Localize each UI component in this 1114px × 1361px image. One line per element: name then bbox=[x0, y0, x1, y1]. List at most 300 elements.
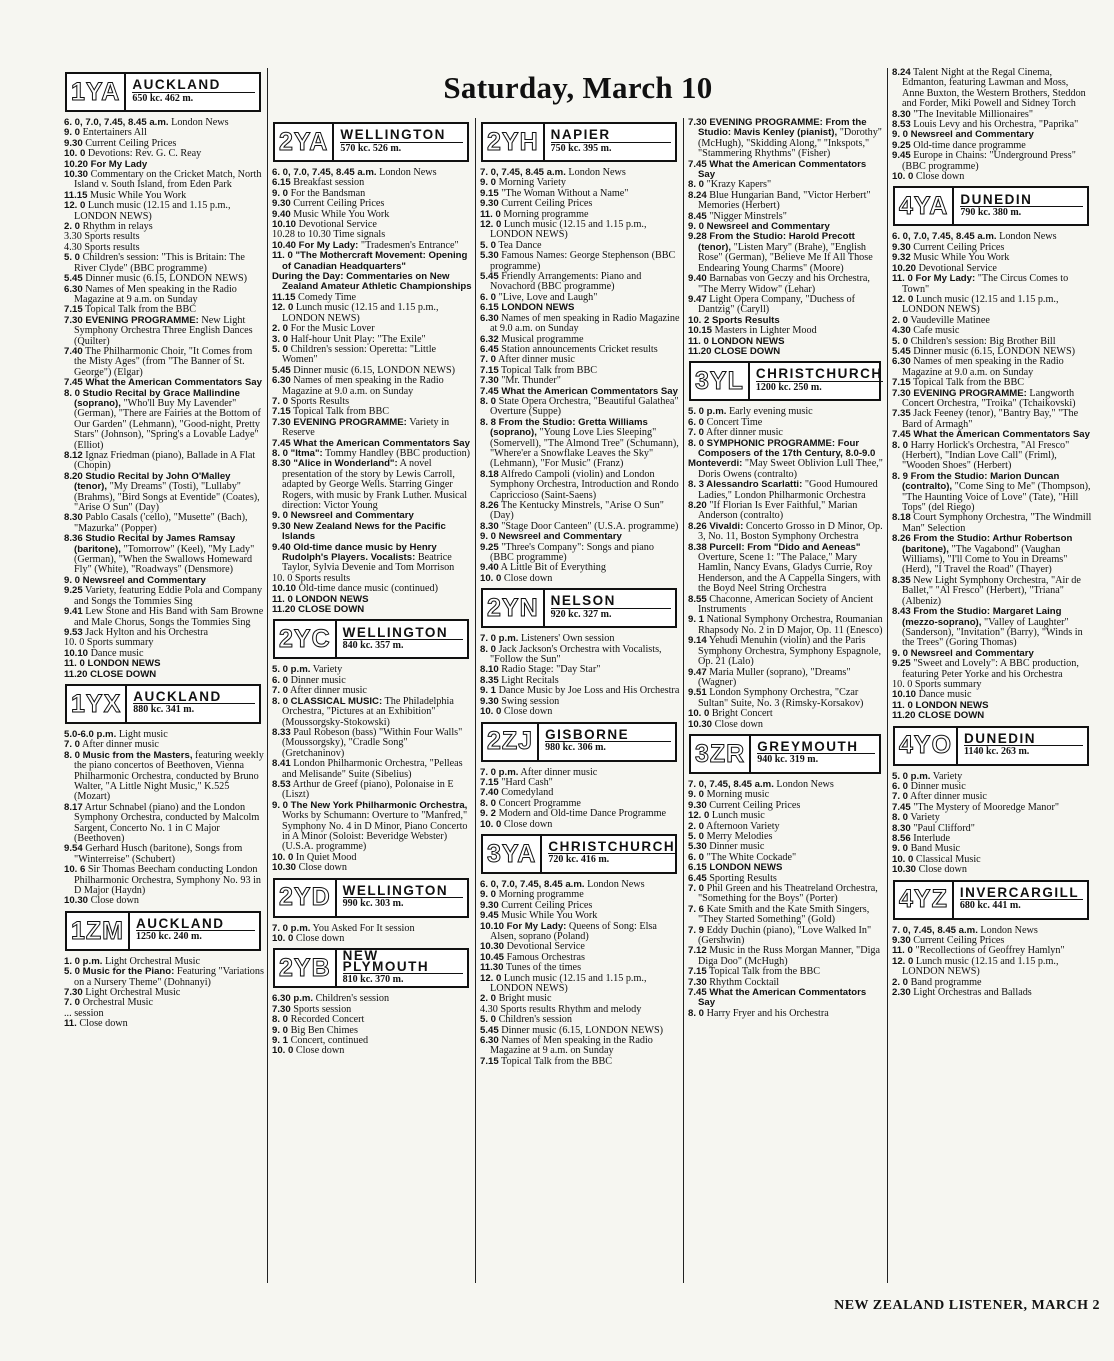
programme-text: Light Recitals bbox=[498, 674, 559, 686]
programme-text: "Come Sing to Me" (Thompson), "The Haunting Voice of Love" (Tate), "Hill Tops" (del Riego) bbox=[902, 481, 1091, 514]
programme-text: After dinner music bbox=[908, 791, 987, 803]
programme-text: Children's session: "This is Britain: The River Clyde" (BBC programme) bbox=[74, 252, 245, 274]
programme-entry bbox=[688, 232, 884, 274]
programme-entry bbox=[64, 844, 264, 865]
programme-time: 8. 0 bbox=[480, 395, 497, 407]
programme-time: 7.40 bbox=[480, 787, 499, 799]
programme-time: 10.30 bbox=[892, 864, 917, 876]
programme-time: 4.30 bbox=[892, 325, 911, 337]
programme-text: Jack Feeney (tenor), "Bantry Bay," "The Bard of Armagh" bbox=[902, 408, 1079, 430]
programme-text: Topical Talk from the BBC bbox=[82, 304, 197, 316]
programme-text: "Three's Company": Songs and piano (BBC programme) bbox=[490, 541, 654, 564]
programme-time: 8.30 bbox=[64, 512, 83, 524]
programme-entry bbox=[272, 272, 472, 293]
programme-entry bbox=[688, 905, 884, 926]
programme-time: 6. 0 bbox=[688, 851, 705, 863]
programme-time: 8.12 bbox=[64, 450, 83, 461]
station-frequency: 880 kc. 341 m. bbox=[133, 704, 195, 716]
programme-text: Works by Schumann: Overture to "Manfred," Symphony No. 4 in D Minor, Piano Concerto in A Minor (Soloist: Beveridge Webster) (U.S.A. programme) bbox=[282, 810, 468, 853]
programme-time: Monteverdi: bbox=[688, 458, 743, 470]
station-header bbox=[893, 726, 1089, 766]
programme-text: Music While You Work bbox=[910, 252, 1010, 264]
station-call-sign: 4YZ bbox=[895, 882, 954, 918]
programme-time: 8.18 bbox=[892, 512, 911, 524]
programme-text: Jack Hylton and his Orchestra bbox=[82, 626, 209, 638]
programme-text: Sports session bbox=[290, 1003, 352, 1015]
programme-text: Old-time dance programme bbox=[910, 139, 1026, 151]
station-meta bbox=[751, 736, 879, 772]
programme-text: Topical Talk from BBC bbox=[498, 364, 598, 376]
programme-time: 12. 0 bbox=[480, 972, 502, 984]
programme-time: 10. 0 bbox=[64, 148, 86, 160]
programme-time: 9.30 bbox=[892, 241, 911, 253]
programme-text: Light Orchestral Music bbox=[82, 987, 181, 999]
station-city: WELLINGTON bbox=[343, 628, 463, 640]
station-city: GREYMOUTH bbox=[757, 742, 875, 754]
programme-text: Musical programme bbox=[498, 333, 584, 345]
station-city: CHRISTCHURCH bbox=[755, 366, 883, 382]
programme-text: "If Florian Is Ever Faithful," Marian Anderson (contralto) bbox=[698, 500, 858, 522]
programme-text: Famous Orchestras bbox=[504, 951, 585, 963]
programme-time: 11.20 CLOSE DOWN bbox=[272, 604, 365, 616]
programme-time: 12. 0 bbox=[64, 200, 86, 212]
programme-entry bbox=[64, 670, 264, 680]
programme-entry bbox=[480, 272, 680, 293]
programme-text: Tommy Handley (BBC production) bbox=[322, 447, 471, 459]
programme-time: 2. 0 bbox=[892, 314, 909, 326]
programme-time: 8. 0 bbox=[892, 812, 909, 824]
programme-text: Current Ceiling Prices bbox=[910, 241, 1005, 253]
programme-time: 7.30 EVENING PROGRAMME: bbox=[64, 314, 199, 326]
programme-time: 10.30 bbox=[64, 169, 89, 181]
programme-text: Talent Night at the Regal Cinema, Edmanton, featuring Lawman and Moss, Anne Buxton, the Western Brothers, Steddon and Forder, Miki Powell and Sidney Torch bbox=[902, 68, 1086, 110]
programme-text: Yehudi Menuhin (violin) and the Paris Symphony Orchestra, Symphony Espagnole, Op. 21 (Lalo) bbox=[698, 635, 882, 668]
programme-text: After dinner music bbox=[80, 739, 159, 751]
programme-time: 9.30 bbox=[272, 198, 291, 210]
programme-entry bbox=[64, 534, 264, 576]
programme-time: 7. 0 p.m. bbox=[272, 922, 311, 934]
programme-entry bbox=[892, 576, 1092, 607]
programme-time: 10. 0 bbox=[892, 171, 914, 183]
programme-text: Vaudeville Matinee bbox=[908, 314, 990, 326]
programme-time: 9.45 bbox=[892, 150, 911, 162]
programme-text: "My Dreams" (Tosti), "Lullaby" (Brahms), "Bird Songs at Eventide" (Coates), "Arise O Sun" (Day) bbox=[74, 481, 260, 514]
programme-time: 7.45 What the American Commentators Say bbox=[892, 429, 1090, 441]
programme-text: Devotional Service bbox=[916, 262, 997, 274]
programme-entry bbox=[688, 884, 884, 905]
programme-text: Variety bbox=[908, 812, 940, 824]
programme-text: Dance Music by Joe Loss and His Orchestra bbox=[496, 685, 680, 697]
station-meta bbox=[337, 950, 467, 986]
programme-text: "Who'll Buy My Lavender" (German), "There are Fairies at the Bottom of Our Garden" (Lehmann), "Good-night, Pretty Stars" (Johnson), "Spring's a Lovable Ladye" (Elliot) bbox=[74, 397, 261, 451]
programme-time: 7.15 bbox=[480, 1055, 499, 1067]
programme-text: Station announcements Cricket results bbox=[498, 343, 658, 355]
station-header bbox=[689, 734, 881, 774]
programme-entry bbox=[64, 472, 264, 514]
programme-time: 9.32 bbox=[892, 252, 911, 264]
listings-column-1 bbox=[64, 68, 264, 1283]
programme-text: Tea Dance bbox=[496, 239, 542, 251]
programme-time: 8.33 bbox=[272, 726, 291, 738]
programme-time: 5. 0 p.m. bbox=[272, 664, 311, 676]
programme-time: 5. 0 bbox=[272, 343, 289, 355]
programme-text: Langworth Concert Orchestra, "Troika" (Tchaikovski) bbox=[902, 387, 1076, 409]
programme-text: Big Ben Chimes bbox=[288, 1024, 358, 1036]
station-call-sign: 1YX bbox=[67, 686, 127, 722]
programme-entry bbox=[64, 170, 264, 191]
programme-text: Concert Time bbox=[704, 416, 763, 428]
programme-text: Close down bbox=[76, 1018, 128, 1030]
programme-time: 8. 0 CLASSICAL MUSIC: bbox=[272, 695, 383, 707]
station-header bbox=[481, 722, 677, 762]
programme-text: Concert Programme bbox=[496, 797, 581, 809]
programme-text: "Young Love Lies Sleeping" (Somervell), "The Almond Tree" (Schumann), "Where'er a Snowflake Leaves the Sky" (Lehmann), "For Music" (Franz) bbox=[490, 427, 679, 470]
programme-time: 10. 0 bbox=[272, 851, 294, 863]
station-city: AUCKLAND bbox=[136, 919, 255, 931]
programme-text: Names of Men speaking in the Radio Magazine at 9 a.m. on Sunday bbox=[490, 1035, 653, 1057]
programme-time: 10.45 bbox=[480, 951, 505, 963]
programme-time: 11. 0 LONDON NEWS bbox=[688, 335, 785, 347]
programme-text: Music While You Work bbox=[290, 208, 390, 220]
station-header bbox=[273, 122, 469, 162]
programme-time: 6.45 bbox=[688, 872, 707, 884]
programme-text: Dance music bbox=[88, 647, 144, 659]
programme-time: 5. 0 bbox=[480, 239, 497, 251]
station-frequency: 940 kc. 319 m. bbox=[757, 754, 819, 766]
programme-time: 11. 0 LONDON NEWS bbox=[272, 593, 369, 605]
programme-time: 8.45 bbox=[688, 210, 707, 222]
programme-time: 9. 0 Newsreel and Commentary bbox=[892, 647, 1034, 659]
programme-entry bbox=[688, 295, 884, 316]
station-frequency: 840 kc. 357 m. bbox=[342, 639, 404, 651]
programme-time: 8.24 bbox=[688, 189, 707, 201]
programme-time: 11.15 bbox=[64, 189, 88, 201]
programme-entry bbox=[892, 865, 1092, 875]
programme-text: "The White Cockade" bbox=[704, 851, 797, 863]
programme-time: 8. 3 Alessandro Scarlatti: bbox=[688, 479, 803, 491]
programme-time: 5.45 bbox=[892, 345, 911, 357]
programme-text: London News bbox=[376, 167, 437, 178]
station-frequency: 1140 kc. 263 m. bbox=[964, 746, 1030, 758]
station-frequency: 810 kc. 370 m. bbox=[342, 974, 404, 986]
programme-time: 11. 0 bbox=[892, 945, 913, 957]
programme-entry bbox=[892, 988, 1092, 998]
programme-text: Close down bbox=[296, 862, 347, 874]
programme-text: Famous Names: George Stephenson (BBC programme) bbox=[490, 250, 676, 272]
programme-text: Modern and Old-time Dance Programme bbox=[496, 808, 667, 820]
programme-text: Recorded Concert bbox=[288, 1014, 365, 1026]
programme-time: 9. 0 bbox=[272, 1024, 289, 1036]
programme-time: 8.30 "Alice in Wonderland": bbox=[272, 458, 398, 470]
programme-text: Lew Stone and His Band with Sam Browne and Male Chorus, Songs the Tommies Sing bbox=[74, 606, 264, 628]
programme-text: Topical Talk from the BBC bbox=[498, 1055, 613, 1067]
programme-time: 6. 0, 7.0, 7.45, 8.45 a.m. bbox=[892, 231, 997, 243]
programme-time: 11. 0 LONDON NEWS bbox=[892, 699, 989, 711]
station-frequency: 720 kc. 416 m. bbox=[548, 854, 610, 866]
page-footer: NEW ZEALAND LISTENER, MARCH 2 bbox=[834, 1298, 1100, 1313]
station-meta bbox=[958, 728, 1087, 764]
programme-time: 6.30 p.m. bbox=[272, 993, 314, 1005]
programme-text: "May Sweet Oblivion Lull Thee," Doris Owens (contralto) bbox=[698, 458, 883, 480]
programme-text: Breakfast session bbox=[290, 177, 365, 189]
programme-time: 12. 0 bbox=[480, 219, 502, 231]
programme-time: 11. bbox=[64, 1018, 77, 1030]
programme-text: Dinner music bbox=[908, 780, 966, 792]
station-header bbox=[893, 186, 1089, 226]
programme-time: 2. 0 bbox=[480, 993, 497, 1005]
programme-text: Gerhard Husch (baritone), Songs from "Winterreise" (Schubert) bbox=[74, 843, 243, 865]
programme-entry bbox=[688, 543, 884, 595]
programme-text: Rhythm Cocktail bbox=[706, 976, 780, 988]
programme-time: 9.40 bbox=[480, 562, 499, 574]
programme-time: 6. 0, 7.0, 7.45, 8.45 a.m. bbox=[64, 117, 169, 128]
programme-text: "Tradesmen's Entrance" bbox=[358, 239, 459, 251]
station-frequency: 990 kc. 303 m. bbox=[342, 898, 404, 910]
programme-text: Early evening music bbox=[726, 406, 813, 418]
programme-text: Light Opera Company, "Duchess of Dantzig" (Caryll) bbox=[698, 293, 856, 316]
programme-time: 9.28 From the Studio: Harold Precott (tenor), bbox=[688, 231, 855, 253]
programme-entry bbox=[688, 160, 884, 181]
programme-entry bbox=[688, 615, 884, 636]
station-frequency: 680 kc. 441 m. bbox=[959, 900, 1021, 912]
programme-time: 8. 0 "Itma": bbox=[272, 447, 323, 459]
programme-text: Dinner music (6.15, LONDON NEWS) bbox=[910, 345, 1076, 357]
station-header bbox=[481, 122, 677, 162]
programme-text: Current Ceiling Prices bbox=[706, 799, 801, 811]
programme-time: 8.24 bbox=[892, 68, 911, 78]
programme-text: The Kentucky Minstrels, "Arise O Sun" (Day) bbox=[490, 500, 664, 522]
programme-text: National Symphony Orchestra, Roumanian Rhapsody No. 2 in D Major, Op. 11 (Enesco) bbox=[698, 614, 883, 636]
programme-entry bbox=[480, 974, 680, 995]
programme-text: Classical Music bbox=[913, 853, 981, 865]
column-rule bbox=[267, 68, 268, 1283]
programme-time: 8.10 bbox=[480, 664, 499, 676]
programme-entry bbox=[64, 253, 264, 274]
programme-entry bbox=[272, 251, 472, 272]
programme-text: Comedyland bbox=[498, 787, 554, 799]
programme-text: Featuring "Variations on a Nursery Theme" (Dohnanyi) bbox=[74, 966, 264, 988]
programme-entry bbox=[892, 513, 1092, 534]
programme-time: 7. 0 bbox=[272, 395, 289, 407]
programme-text: Light Orchestral Music bbox=[102, 955, 200, 967]
programme-text: Names of men speaking in the Radio Magazine at 9.0 a.m. on Sunday bbox=[282, 375, 444, 397]
programme-time: 8. 9 From the Studio: Marion Duncan (contralto), bbox=[892, 470, 1060, 493]
programme-entry bbox=[892, 711, 1092, 721]
programme-text: Variety in Reserve bbox=[282, 416, 450, 439]
station-meta bbox=[130, 913, 259, 949]
programme-time: 8. 0 bbox=[688, 1007, 705, 1019]
station-call-sign: 2YH bbox=[483, 124, 545, 160]
programme-time: 8.30 bbox=[480, 520, 499, 532]
programme-entry bbox=[64, 347, 264, 378]
programme-time: 7.45 What the American Commentators Say bbox=[688, 158, 867, 181]
programme-text: Friendly Arrangements: Piano and Novachord (BBC programme) bbox=[490, 271, 642, 293]
station-city: WELLINGTON bbox=[340, 130, 463, 142]
programme-text: Comedy Time bbox=[295, 291, 357, 303]
programme-text: London News bbox=[977, 924, 1038, 936]
programme-time: 6. 0 bbox=[688, 416, 705, 428]
programme-time: 10.10 bbox=[272, 219, 297, 231]
programme-time: 2. 0 bbox=[892, 976, 909, 988]
programme-entry bbox=[892, 357, 1092, 378]
programme-time: 10. 0 bbox=[480, 706, 502, 718]
programme-text: Close down bbox=[712, 718, 763, 730]
station-header bbox=[481, 588, 677, 628]
programme-text: Lunch music bbox=[709, 810, 765, 822]
programme-text: Merry Melodies bbox=[704, 830, 773, 842]
programme-text: Music While You Work bbox=[498, 910, 598, 922]
programme-text: "Mr. Thunder" bbox=[498, 375, 561, 387]
programme-entry bbox=[272, 934, 472, 944]
programme-text: The Philadelphia Orchestra, "Pictures at an Exhibition" (Moussorgsky-Stokowski) bbox=[282, 695, 454, 728]
programme-time: 7.30 EVENING PROGRAMME: bbox=[892, 387, 1027, 399]
programme-time: 6. 0 bbox=[480, 291, 497, 303]
programme-entry bbox=[272, 418, 472, 439]
programme-entry bbox=[688, 668, 884, 689]
programme-time: 5. 0 bbox=[64, 252, 81, 264]
programme-time: 9.15 bbox=[480, 187, 499, 199]
programme-time: 10. 0 bbox=[480, 572, 502, 584]
station-header bbox=[273, 878, 469, 918]
programme-entry bbox=[272, 863, 472, 873]
programme-time: 6. 0 bbox=[892, 780, 909, 792]
programme-entry bbox=[64, 285, 264, 306]
programme-time: 8. 8 From the Studio: Gretta Williams (soprano), bbox=[480, 416, 648, 439]
programme-text: Names of men speaking in the Radio Magazine at 9.0 a.m. on Sunday bbox=[902, 356, 1064, 378]
programme-time: 9.30 bbox=[64, 137, 83, 149]
programme-text: New Light Symphony Orchestra, "Air de Ballet," "Al Fresco" (Herbert), "Triana" (Albeniz) bbox=[902, 574, 1081, 607]
programme-time: 7. 0 bbox=[64, 739, 81, 751]
programme-text: Variety bbox=[930, 770, 963, 782]
programme-text: Jack Jackson's Orchestra with Vocalists, "Follow the Sun" bbox=[490, 643, 662, 666]
station-meta bbox=[337, 880, 467, 916]
programme-time: 7.15 bbox=[64, 304, 83, 316]
programme-entry bbox=[688, 480, 884, 501]
station-header bbox=[65, 911, 261, 951]
programme-entry bbox=[688, 926, 884, 947]
programme-entry bbox=[272, 605, 472, 615]
programme-time: 10.15 bbox=[688, 325, 713, 337]
programme-time: 9.25 bbox=[892, 658, 911, 670]
programme-time: 9. 0 bbox=[480, 889, 497, 901]
programme-text: Harry Fryer and his Orchestra bbox=[704, 1007, 829, 1019]
programme-entry bbox=[480, 251, 680, 272]
programme-time: 6.30 bbox=[892, 356, 911, 368]
programme-time: 7.45 What the American Commentators Say bbox=[688, 987, 867, 1009]
programme-time: 7. 0 bbox=[64, 997, 81, 1009]
programme-time: 7.12 bbox=[688, 945, 707, 957]
station-call-sign: 2ZJ bbox=[483, 724, 539, 760]
programme-entry bbox=[480, 470, 680, 501]
programme-text: ... session bbox=[64, 1007, 104, 1019]
station-header bbox=[689, 361, 881, 401]
programme-time: 2. 0 bbox=[64, 221, 81, 233]
programme-time: 9. 0 Newsreel and Commentary bbox=[480, 531, 622, 543]
programme-text: Orchestral Music bbox=[80, 997, 154, 1009]
programme-time: 11.20 CLOSE DOWN bbox=[688, 345, 781, 357]
programme-text: Lunch music (12.15 and 1.15 p.m., LONDON NEWS) bbox=[490, 972, 647, 994]
programme-text: "Sweet and Lovely": A BBC production, featuring Peter Yorke and his Orchestra bbox=[902, 658, 1079, 680]
programme-text: Listeners' Own session bbox=[518, 633, 615, 645]
programme-time: 10.30 bbox=[64, 895, 89, 907]
station-call-sign: 4YA bbox=[895, 188, 954, 224]
programme-time: 9. 0 bbox=[480, 177, 497, 189]
programme-time: 9. 1 bbox=[688, 614, 705, 626]
programme-text: Topical Talk from the BBC bbox=[706, 966, 821, 978]
programme-time: 12. 0 bbox=[688, 810, 710, 822]
programme-text: After dinner music bbox=[704, 427, 783, 439]
programme-text: Close down bbox=[501, 706, 553, 718]
programme-time: 5. 0 p.m. bbox=[688, 406, 727, 418]
station-city: INVERCARGILL bbox=[960, 888, 1083, 900]
programme-text: London News bbox=[996, 231, 1057, 243]
programme-text: Dinner music (6.15, LONDON NEWS) bbox=[82, 273, 248, 285]
programme-time: 6. 0 bbox=[272, 674, 289, 686]
programme-time: 6. 0, 7.0, 7.45, 8.45 a.m. bbox=[272, 167, 377, 178]
programme-text: State Opera Orchestra, "Beautiful Galathea" Overture (Suppe) bbox=[490, 395, 679, 418]
programme-text: Close down bbox=[501, 572, 553, 584]
programme-text: Morning programme bbox=[500, 208, 589, 220]
programme-text: For the Music Lover bbox=[288, 323, 375, 335]
programme-time: 9.47 bbox=[688, 293, 707, 305]
programme-entry bbox=[64, 803, 264, 845]
programme-entry bbox=[480, 314, 680, 335]
programme-time: 8.26 From the Studio: Arthur Robertson (baritone), bbox=[892, 533, 1073, 555]
programme-time: 6.15 LONDON NEWS bbox=[688, 862, 783, 874]
programme-text: "Hard Cash" bbox=[498, 776, 553, 788]
column-rule bbox=[475, 118, 476, 1283]
programme-time: 10.20 bbox=[892, 262, 917, 274]
programme-time: 8. 0 bbox=[480, 797, 497, 809]
programme-text: Sporting Results bbox=[706, 872, 777, 884]
station-call-sign: 2YA bbox=[275, 124, 334, 160]
programme-text: Overture, Scene 1: "The Palace," Mary Hamlin, Nancy Evans, Gladys Currie, Roy Henderson, and the A Cappella Singers, with the Boyd Neel String Orchestra bbox=[698, 552, 881, 595]
programme-time: 11.30 bbox=[480, 962, 504, 974]
programme-text: 10. 0 Sports summary bbox=[892, 678, 982, 690]
programme-time: 5. 0 bbox=[892, 335, 909, 347]
programme-time: 7. 9 bbox=[688, 924, 705, 936]
programme-text: Bright music bbox=[496, 993, 552, 1005]
programme-time: 9.14 bbox=[688, 635, 707, 647]
programme-time: 7.45 What the American Commentators Say bbox=[64, 377, 262, 389]
programme-entry bbox=[892, 295, 1092, 316]
programme-text: Pablo Casals ('cello), "Musette" (Bach), "Mazurka" (Popper) bbox=[74, 512, 248, 534]
programme-time: 7. 0 bbox=[688, 883, 705, 894]
programme-text: Morning music bbox=[704, 789, 770, 801]
programme-time: 2. 0 bbox=[272, 323, 289, 335]
station-city: NAPIER bbox=[551, 130, 671, 142]
programme-text: Swing session bbox=[498, 695, 560, 707]
programme-text: Band Music bbox=[908, 843, 961, 855]
programme-time: 7.15 bbox=[892, 377, 911, 389]
programme-text: Children's session: Operetta: "Little Women" bbox=[282, 343, 437, 366]
programme-time: 6.30 bbox=[480, 312, 499, 324]
station-meta bbox=[337, 621, 467, 657]
programme-time: 9.30 New Zealand News for the Pacific Islands bbox=[272, 520, 446, 543]
programme-entry bbox=[688, 595, 884, 616]
programme-time: 7. 0, 7.45, 8.45 a.m. bbox=[480, 167, 566, 178]
programme-time: 3. 0 bbox=[272, 333, 289, 345]
programme-time: 6.15 bbox=[272, 177, 291, 189]
programme-text: Louis Levy and his Orchestra, "Paprika" bbox=[910, 119, 1079, 131]
programme-text: Children's session: Big Brother Bill bbox=[908, 335, 1056, 347]
programme-time: 7. 0 bbox=[272, 685, 289, 697]
programme-text: Current Ceiling Prices bbox=[82, 137, 177, 149]
programme-time: 5.45 bbox=[64, 273, 83, 285]
programme-time: 11. 0 bbox=[480, 208, 501, 220]
programme-text: Bright Concert bbox=[709, 708, 773, 720]
station-city: AUCKLAND bbox=[132, 80, 255, 92]
